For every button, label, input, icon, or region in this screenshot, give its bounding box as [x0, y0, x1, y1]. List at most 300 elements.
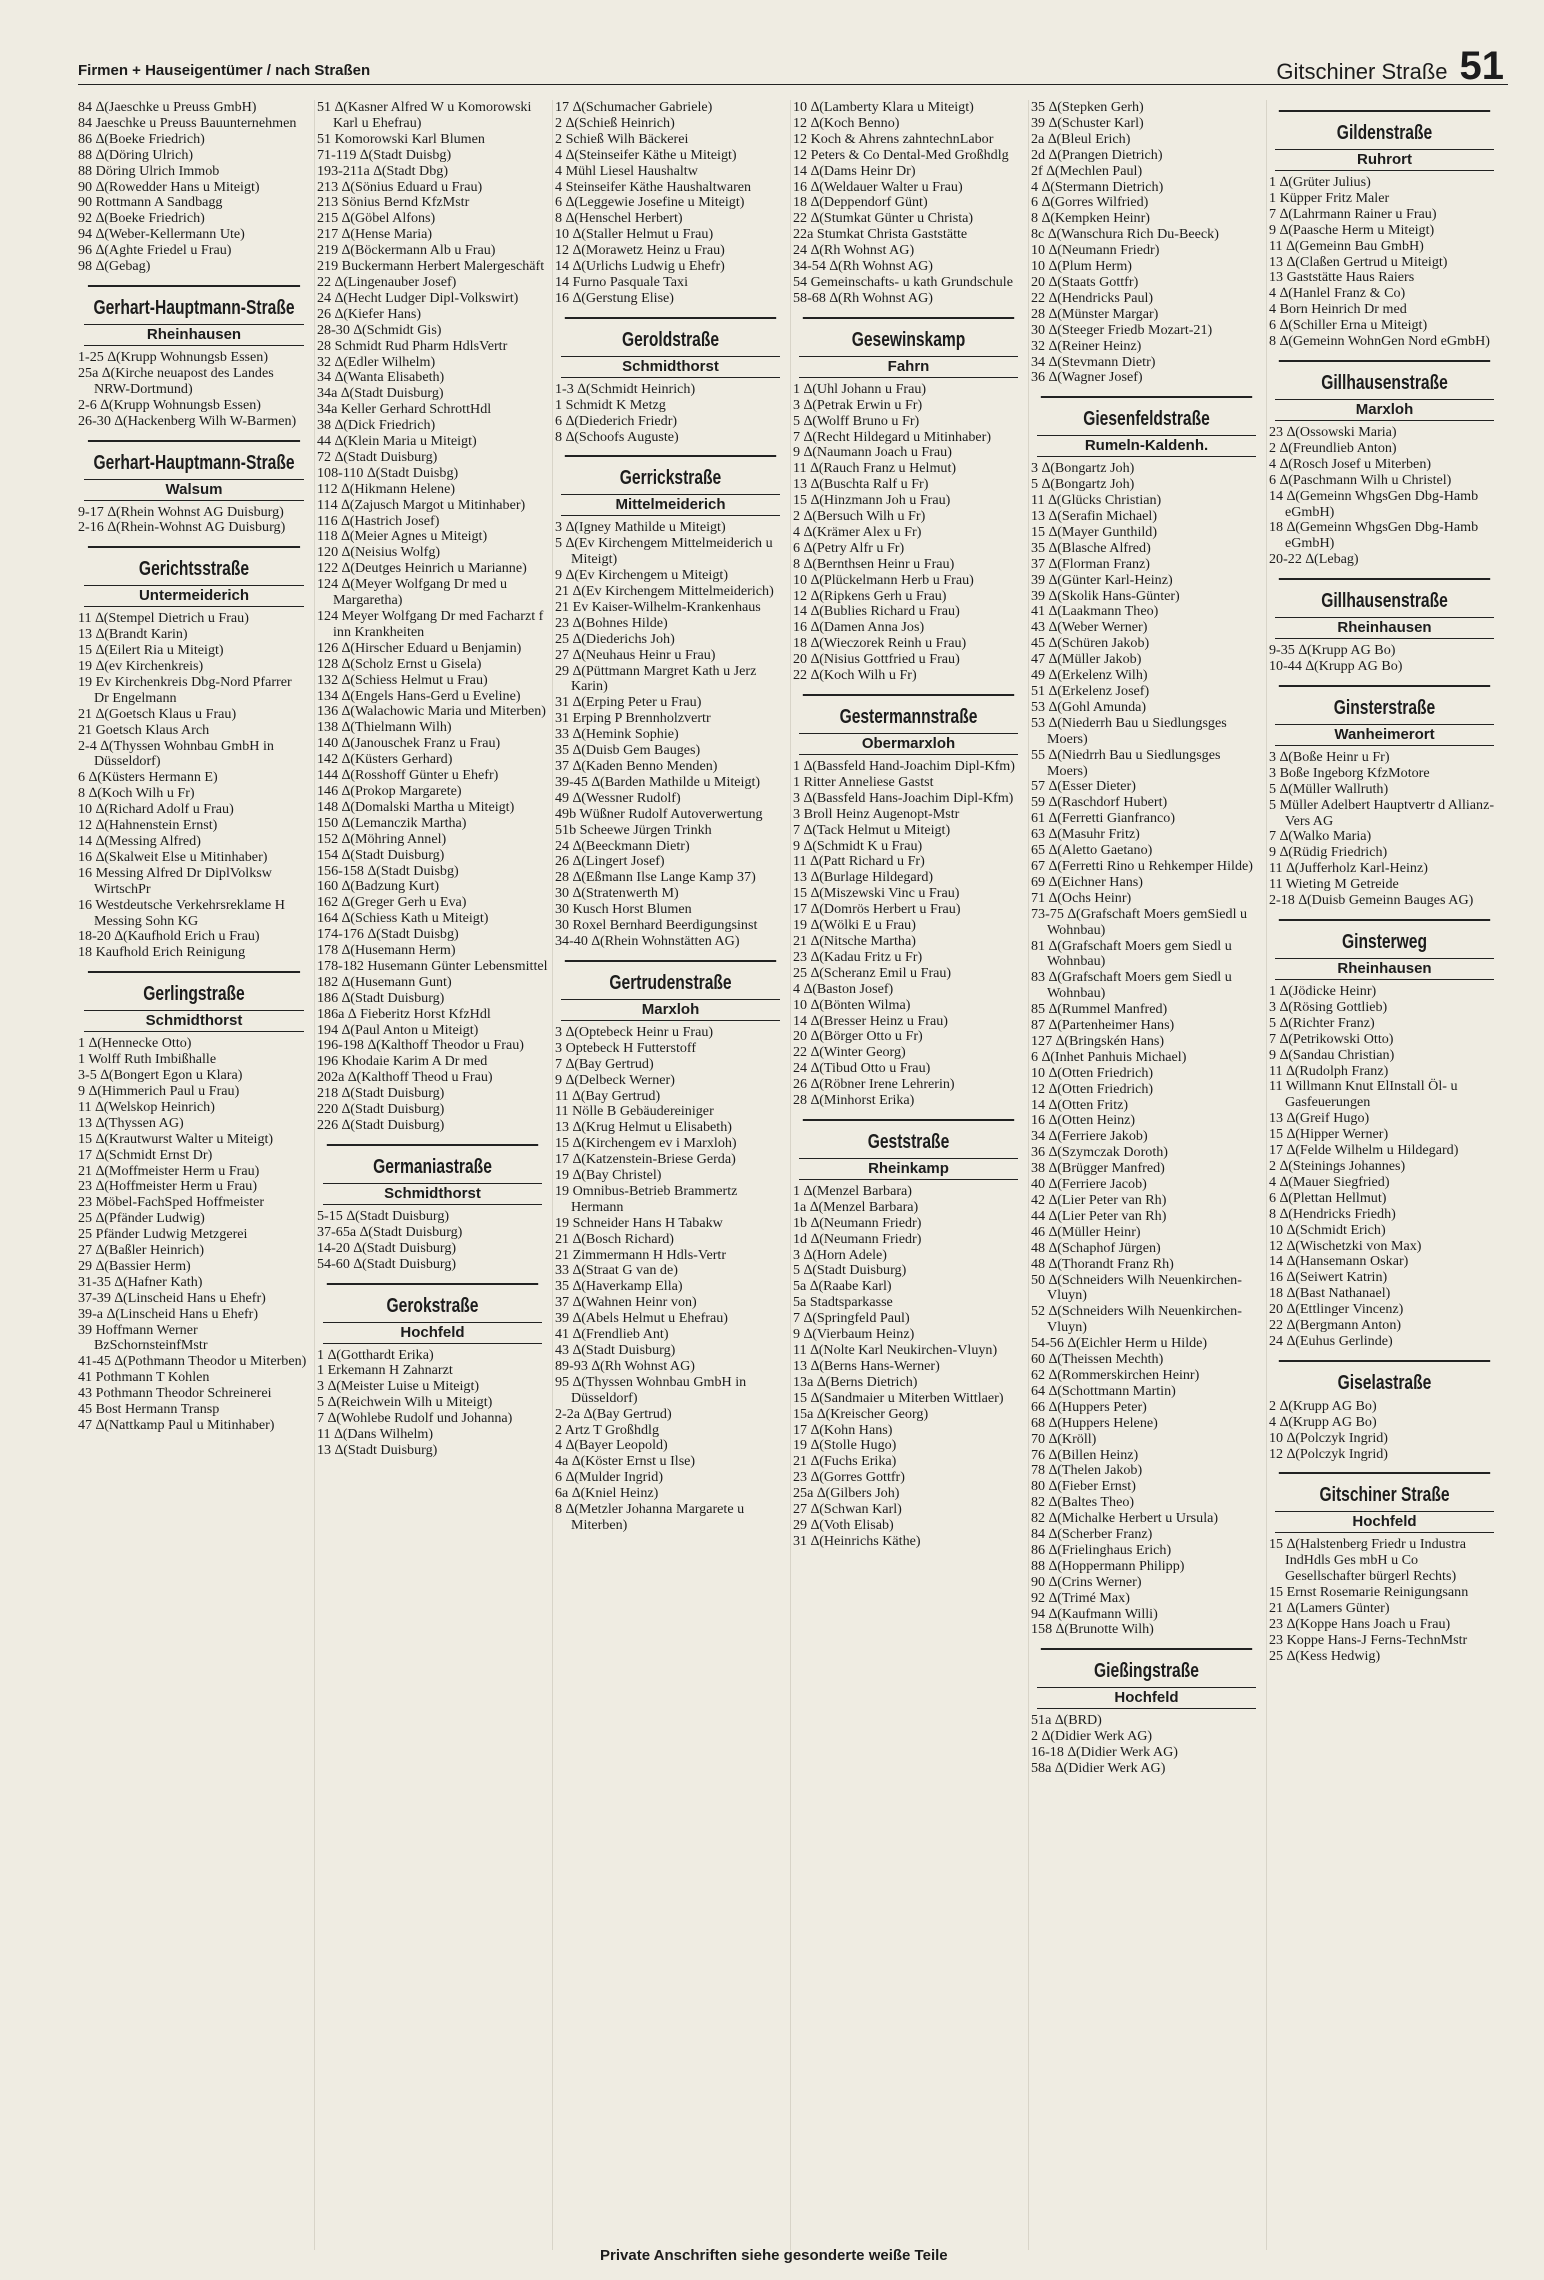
directory-entry: 41-45 ∆(Pothmann Theodor u Miterben)	[78, 1353, 307, 1370]
directory-entry: 36 ∆(Szymczak Doroth)	[1031, 1144, 1168, 1161]
directory-entry: 8 ∆(Kempken Heinr)	[1031, 210, 1150, 227]
directory-entry: 213 Sönius Bernd KfzMstr	[317, 194, 470, 211]
directory-entry: 9 ∆(Vierbaum Heinz)	[793, 1326, 915, 1343]
directory-entry: 219 ∆(Böckermann Alb u Frau)	[317, 242, 496, 259]
directory-entry: 13 ∆(Greif Hugo)	[1269, 1110, 1370, 1127]
directory-entry: 30 ∆(Steeger Friedb Mozart-21)	[1031, 321, 1213, 338]
directory-entry: 150 ∆(Lemanczik Martha)	[317, 814, 467, 831]
directory-entry: 29 ∆(Püttmann Margret Kath u Jerz Karin)	[555, 662, 757, 695]
directory-entry: 124 ∆(Meyer Wolfgang Dr med u Margaretha)	[317, 576, 508, 609]
directory-entry: 25 ∆(Scheranz Emil u Frau)	[793, 964, 952, 981]
directory-entry: 57 ∆(Esser Dieter)	[1031, 778, 1136, 795]
directory-entry: 220 ∆(Stadt Duisburg)	[317, 1101, 445, 1118]
directory-entry: 12 ∆(Ripkens Gerh u Frau)	[793, 587, 947, 604]
directory-entry: 21 ∆(Nitsche Martha)	[793, 932, 916, 949]
directory-entry: 21 Goetsch Klaus Arch	[78, 721, 210, 738]
directory-entry: 218 ∆(Stadt Duisburg)	[317, 1085, 445, 1102]
directory-entry: 1 ∆(Bassfeld Hand-Joachim Dipl-Kfm)	[793, 758, 1015, 774]
directory-entry: 34-40 ∆(Rhein Wohnstätten AG)	[555, 932, 740, 949]
directory-entry: 11 ∆(Patt Richard u Fr)	[793, 853, 925, 870]
directory-entry: 215 ∆(Göbel Alfons)	[317, 210, 436, 227]
directory-entry: 11 ∆(Rudolph Franz)	[1269, 1062, 1389, 1079]
street-heading: Gildenstraße	[1279, 110, 1490, 145]
directory-entry: 108-110 ∆(Stadt Duisbg)	[317, 464, 459, 481]
directory-entry: 11 ∆(Jufferholz Karl-Heinz)	[1269, 860, 1428, 877]
running-header-street: Gitschiner Straße	[1276, 59, 1448, 84]
directory-entry: 16 ∆(Seiwert Katrin)	[1269, 1269, 1388, 1286]
street-heading: Gerhart-Hauptmann-Straße	[88, 440, 300, 475]
directory-entry: 186 ∆(Stadt Duisburg)	[317, 989, 445, 1006]
directory-entry: 9-17 ∆(Rhein Wohnst AG Duisburg)	[78, 503, 284, 520]
directory-entry: 47 ∆(Nattkamp Paul u Mitinhaber)	[78, 1417, 275, 1433]
directory-entry: 43 Pothmann Theodor Schreinerei	[78, 1385, 272, 1402]
directory-entry: 152 ∆(Möhring Annel)	[317, 830, 447, 847]
directory-entry: 52 ∆(Schneiders Wilh Neuenkirchen-Vluyn)	[1031, 1303, 1242, 1336]
directory-entry: 84 ∆(Scherber Franz)	[1031, 1526, 1153, 1543]
directory-entry: 124 Meyer Wolfgang Dr med Facharzt f inn Krankheiten	[317, 608, 544, 640]
directory-entry: 23 ∆(Ossowski Maria)	[1269, 423, 1397, 440]
directory-entry: 4 ∆(Steinseifer Käthe u Miteigt)	[555, 146, 737, 163]
directory-entry: 94 ∆(Kaufmann Willi)	[1031, 1605, 1158, 1622]
directory-entry: 28-30 ∆(Schmidt Gis)	[317, 321, 442, 338]
directory-entry: 5 ∆(Bongartz Joh)	[1031, 476, 1135, 493]
directory-entry: 10 ∆(Schmidt Erich)	[1269, 1221, 1386, 1238]
directory-entry: 54-60 ∆(Stadt Duisburg)	[317, 1255, 457, 1272]
street-heading: Gerhart-Hauptmann-Straße	[88, 285, 300, 320]
directory-entry: 89-93 ∆(Rh Wohnst AG)	[555, 1357, 695, 1374]
directory-entry: 15 ∆(Krautwurst Walter u Miteigt)	[78, 1130, 274, 1147]
directory-entry: 10 ∆(Neumann Friedr)	[1031, 242, 1160, 259]
directory-entry: 22a Stumkat Christa Gaststätte	[793, 226, 968, 243]
directory-entry: 61 ∆(Ferretti Gianfranco)	[1031, 810, 1176, 827]
directory-entry: 219 Buckermann Herbert Malergeschäft	[317, 258, 545, 275]
directory-entry: 29 ∆(Bassier Herm)	[78, 1257, 191, 1274]
directory-entry: 1 ∆(Gotthardt Erika)	[317, 1346, 434, 1363]
street-heading: Gertrudenstraße	[565, 960, 776, 995]
directory-entry: 21 Zimmermann H Hdls-Vertr	[555, 1246, 727, 1263]
directory-entry: 1 Wolff Ruth Imbißhalle	[78, 1051, 217, 1068]
directory-entry: 42 ∆(Lier Peter van Rh)	[1031, 1192, 1167, 1208]
directory-entry: 7 ∆(Recht Hildegard u Mitinhaber)	[793, 428, 992, 445]
directory-entry: 3 ∆(Boße Heinr u Fr)	[1269, 748, 1390, 765]
directory-entry: 9 ∆(Ev Kirchengem u Miteigt)	[555, 567, 729, 584]
district-label: Rheinhausen	[1275, 958, 1494, 980]
directory-entry: 1d ∆(Neumann Friedr)	[793, 1230, 922, 1247]
directory-entry: 86 ∆(Frielinghaus Erich)	[1031, 1541, 1172, 1558]
directory-entry: 34 ∆(Stevmann Dietr)	[1031, 353, 1156, 370]
column-3	[552, 100, 790, 2250]
directory-entry: 16 ∆(Weldauer Walter u Frau)	[793, 178, 963, 195]
directory-entry: 132 ∆(Schiess Helmut u Frau)	[317, 671, 488, 688]
directory-entry: 4 ∆(Stermann Dietrich)	[1031, 178, 1164, 195]
directory-entry: 10 ∆(Otten Friedrich)	[1031, 1064, 1154, 1081]
directory-entry: 134 ∆(Engels Hans-Gerd u Eveline)	[317, 687, 521, 704]
directory-entry: 30 ∆(Stratenwerth M)	[555, 885, 679, 902]
directory-entry: 174-176 ∆(Stadt Duisbg)	[317, 926, 459, 943]
district-label: Rheinhausen	[1275, 617, 1494, 639]
directory-entry: 15 ∆(Miszewski Vinc u Frau)	[793, 885, 960, 902]
directory-entry: 73-75 ∆(Grafschaft Moers gemSiedl u Wohnbau)	[1031, 905, 1248, 938]
directory-entry: 3-5 ∆(Bongert Egon u Klara)	[78, 1067, 243, 1084]
district-label: Schmidthorst	[84, 1010, 304, 1032]
street-heading: Gerichtsstraße	[88, 546, 300, 581]
directory-entry: 196-198 ∆(Kalthoff Theodor u Frau)	[317, 1037, 524, 1054]
directory-entry: 202a ∆(Kalthoff Theod u Frau)	[317, 1069, 493, 1086]
directory-entry: 31-35 ∆(Hafner Kath)	[78, 1273, 203, 1290]
directory-entry: 14 ∆(Bublies Richard u Frau)	[793, 603, 960, 620]
directory-entry: 154 ∆(Stadt Duisburg)	[317, 846, 445, 863]
directory-entry: 8 ∆(Bernthsen Heinr u Frau)	[793, 555, 955, 572]
directory-entry: 146 ∆(Prokop Margarete)	[317, 782, 462, 799]
directory-entry: 66 ∆(Huppers Peter)	[1031, 1398, 1147, 1415]
directory-entry: 13 ∆(Burlage Hildegard)	[793, 869, 934, 886]
directory-entry: 26 ∆(Kiefer Hans)	[317, 305, 422, 322]
directory-entry: 4 ∆(Mauer Siegfried)	[1269, 1173, 1390, 1190]
directory-entry: 39 Hoffmann Werner BzSchornsteinfMstr	[78, 1321, 208, 1354]
street-heading: Germaniastraße	[327, 1144, 538, 1179]
directory-entry: 18-20 ∆(Kaufhold Erich u Frau)	[78, 928, 260, 945]
directory-entry: 38 ∆(Brügger Manfred)	[1031, 1160, 1165, 1177]
directory-entry: 40 ∆(Ferriere Jacob)	[1031, 1176, 1147, 1193]
directory-columns	[76, 100, 1508, 2250]
directory-entry: 22 ∆(Bergmann Anton)	[1269, 1317, 1402, 1334]
directory-entry: 24 ∆(Rh Wohnst AG)	[793, 242, 915, 259]
directory-entry: 44 ∆(Lier Peter van Rh)	[1031, 1207, 1167, 1224]
directory-entry: 16-18 ∆(Didier Werk AG)	[1031, 1744, 1178, 1761]
directory-entry: 15 ∆(Mayer Gunthild)	[1031, 523, 1158, 540]
directory-entry: 27 ∆(Schwan Karl)	[793, 1501, 902, 1518]
directory-entry: 11 ∆(Bay Gertrud)	[555, 1087, 661, 1104]
directory-entry: 1 Schmidt K Metzg	[555, 396, 666, 413]
directory-entry: 17 ∆(Katzenstein-Briese Gerda)	[555, 1151, 736, 1168]
directory-entry: 12 ∆(Otten Friedrich)	[1031, 1080, 1154, 1097]
directory-entry: 37 ∆(Kaden Benno Menden)	[555, 758, 718, 774]
directory-entry: 37 ∆(Florman Franz)	[1031, 555, 1150, 572]
district-label: Mittelmeiderich	[561, 494, 780, 516]
directory-entry: 4 ∆(Krämer Alex u Fr)	[793, 523, 922, 540]
district-label: Rheinkamp	[799, 1158, 1018, 1180]
directory-entry: 1 ∆(Grüter Julius)	[1269, 174, 1371, 190]
district-label: Marxloh	[561, 999, 780, 1021]
directory-entry: 1b ∆(Neumann Friedr)	[793, 1214, 922, 1231]
directory-entry: 140 ∆(Janouschek Franz u Frau)	[317, 735, 501, 752]
directory-entry: 17 ∆(Schmidt Ernst Dr)	[78, 1146, 213, 1163]
directory-entry: 7 ∆(Petrikowski Otto)	[1269, 1030, 1394, 1047]
directory-entry: 34a Keller Gerhard SchrottHdl	[317, 401, 492, 418]
directory-entry: 9 ∆(Himmerich Paul u Frau)	[78, 1082, 240, 1099]
directory-entry: 2 ∆(Didier Werk AG)	[1031, 1728, 1153, 1745]
directory-entry: 23 ∆(Kadau Fritz u Fr)	[793, 948, 923, 965]
directory-entry: 28 ∆(Eßmann Ilse Lange Kamp 37)	[555, 869, 756, 886]
directory-entry: 12 ∆(Koch Benno)	[793, 114, 900, 131]
directory-entry: 1 ∆(Uhl Johann u Frau)	[793, 380, 927, 397]
street-heading: Gerokstraße	[327, 1283, 538, 1318]
directory-entry: 84 ∆(Jaeschke u Preuss GmbH)	[78, 100, 257, 115]
street-heading: Gillhausenstraße	[1279, 360, 1490, 395]
directory-entry: 3 ∆(Bongartz Joh)	[1031, 460, 1135, 477]
directory-entry: 9 ∆(Paasche Herm u Miteigt)	[1269, 221, 1435, 238]
directory-entry: 11 ∆(Stempel Dietrich u Frau)	[78, 610, 249, 627]
directory-entry: 178 ∆(Husemann Herm)	[317, 942, 456, 959]
directory-entry: 6 ∆(Inhet Panhuis Michael)	[1031, 1048, 1187, 1065]
directory-entry: 51 ∆(Erkelenz Josef)	[1031, 683, 1150, 699]
directory-entry: 6 ∆(Leggewie Josefine u Miteigt)	[555, 194, 745, 211]
column-5	[1028, 100, 1266, 2250]
district-label: Walsum	[84, 479, 304, 501]
directory-entry: 11 ∆(Gemeinn Bau GmbH)	[1269, 237, 1424, 254]
directory-entry: 49 ∆(Wessner Rudolf)	[555, 789, 681, 806]
directory-entry: 41 ∆(Frendlieb Ant)	[555, 1326, 669, 1343]
directory-entry: 27 ∆(Baßler Heinrich)	[78, 1242, 205, 1259]
directory-entry: 64 ∆(Schottmann Martin)	[1031, 1382, 1176, 1399]
directory-entry: 39 ∆(Skolik Hans-Günter)	[1031, 587, 1180, 604]
directory-entry: 27 ∆(Neuhaus Heinr u Frau)	[555, 646, 716, 663]
directory-entry: 90 ∆(Crins Werner)	[1031, 1573, 1142, 1590]
directory-entry: 112 ∆(Hikmann Helene)	[317, 480, 456, 497]
directory-entry: 4 ∆(Baston Josef)	[793, 980, 894, 997]
directory-entry: 2 ∆(Freundlieb Anton)	[1269, 439, 1397, 456]
directory-entry: 88 Döring Ulrich Immob	[78, 162, 220, 179]
directory-entry: 94 ∆(Weber-Kellermann Ute)	[78, 226, 245, 243]
directory-entry: 160 ∆(Badzung Kurt)	[317, 878, 440, 895]
directory-entry: 88 ∆(Döring Ulrich)	[78, 146, 194, 163]
directory-entry: 13 ∆(Thyssen AG)	[78, 1114, 184, 1131]
directory-entry: 76 ∆(Billen Heinz)	[1031, 1446, 1139, 1463]
directory-entry: 10 ∆(Staller Helmut u Frau)	[555, 226, 714, 243]
directory-entry: 24 ∆(Tibud Otto u Frau)	[793, 1060, 931, 1077]
directory-entry: 39 ∆(Schuster Karl)	[1031, 114, 1144, 131]
street-heading: Gerlingstraße	[88, 971, 300, 1006]
directory-entry: 12 ∆(Wischetzki von Max)	[1269, 1237, 1422, 1254]
directory-entry: 32 ∆(Edler Wilhelm)	[317, 353, 436, 370]
directory-entry: 19 ∆(Stolle Hugo)	[793, 1437, 897, 1454]
directory-entry: 194 ∆(Paul Anton u Miteigt)	[317, 1021, 479, 1038]
directory-entry: 26 ∆(Lingert Josef)	[555, 853, 665, 870]
directory-entry: 49 ∆(Erkelenz Wilh)	[1031, 667, 1148, 684]
directory-entry: 14 ∆(Hansemann Oskar)	[1269, 1253, 1409, 1270]
directory-entry: 1-3 ∆(Schmidt Heinrich)	[555, 380, 696, 397]
directory-entry: 17 ∆(Felde Wilhelm u Hildegard)	[1269, 1142, 1459, 1159]
directory-entry: 25 ∆(Diederichs Joh)	[555, 630, 675, 647]
directory-entry: 33 ∆(Hemink Sophie)	[555, 726, 679, 743]
directory-entry: 7 ∆(Lahrmann Rainer u Frau)	[1269, 205, 1437, 222]
directory-entry: 51b Scheewe Jürgen Trinkh	[555, 821, 712, 838]
directory-entry: 22 ∆(Hendricks Paul)	[1031, 289, 1154, 306]
header-rule	[78, 84, 1508, 85]
directory-entry: 7 ∆(Springfeld Paul)	[793, 1310, 910, 1327]
directory-entry: 7 ∆(Tack Helmut u Miteigt)	[793, 821, 951, 838]
directory-entry: 1 Küpper Fritz Maler	[1269, 189, 1390, 206]
directory-entry: 11 Willmann Knut ElInstall Öl- u Gasfeuerungen	[1269, 1078, 1458, 1111]
directory-entry: 25 ∆(Pfänder Ludwig)	[78, 1210, 205, 1227]
directory-entry: 217 ∆(Hense Maria)	[317, 226, 433, 243]
directory-entry: 164 ∆(Schiess Kath u Miteigt)	[317, 910, 489, 927]
directory-entry: 53 ∆(Gohl Amunda)	[1031, 698, 1147, 715]
directory-entry: 92 ∆(Trimé Max)	[1031, 1589, 1130, 1606]
directory-entry: 22 ∆(Stumkat Günter u Christa)	[793, 210, 974, 227]
directory-entry: 92 ∆(Boeke Friedrich)	[78, 210, 205, 227]
directory-entry: 41 Pothmann T Kohlen	[78, 1369, 210, 1386]
directory-entry: 51 Komorowski Karl Blumen	[317, 130, 485, 147]
directory-entry: 1 ∆(Menzel Barbara)	[793, 1182, 912, 1199]
directory-entry: 148 ∆(Domalski Martha u Miteigt)	[317, 798, 515, 815]
directory-entry: 53 ∆(Niederrh Bau u Siedlungsges Moers)	[1031, 714, 1227, 747]
directory-entry: 54-56 ∆(Eichler Herm u Hilde)	[1031, 1335, 1208, 1352]
directory-entry: 11 ∆(Rauch Franz u Helmut)	[793, 460, 957, 477]
directory-entry: 51a ∆(BRD)	[1031, 1712, 1102, 1729]
directory-entry: 19 Omnibus-Betrieb Brammertz Hermann	[555, 1182, 738, 1215]
directory-entry: 19 ∆(Wölki E u Frau)	[793, 917, 916, 934]
directory-entry: 8 ∆(Hendricks Friedh)	[1269, 1205, 1396, 1222]
directory-entry: 12 ∆(Polczyk Ingrid)	[1269, 1445, 1388, 1462]
directory-entry: 21 ∆(Ev Kirchengem Mittelmeiderich)	[555, 583, 774, 600]
directory-entry: 14 ∆(Bresser Heinz u Frau)	[793, 1012, 948, 1029]
directory-entry: 5 Müller Adelbert Hauptvertr d Allianz-Vers AG	[1269, 796, 1495, 829]
directory-entry: 5-15 ∆(Stadt Duisburg)	[317, 1207, 450, 1224]
directory-entry: 65 ∆(Aletto Gaetano)	[1031, 842, 1153, 859]
directory-entry: 35 ∆(Blasche Alfred)	[1031, 539, 1151, 556]
directory-entry: 6 ∆(Gorres Wilfried)	[1031, 194, 1149, 211]
directory-entry: 78 ∆(Thelen Jakob)	[1031, 1462, 1143, 1479]
directory-entry: 13a ∆(Berns Dietrich)	[793, 1373, 918, 1390]
directory-entry: 213 ∆(Sönius Eduard u Frau)	[317, 178, 483, 195]
directory-entry: 1-25 ∆(Krupp Wohnungsb Essen)	[78, 348, 269, 365]
directory-entry: 71-119 ∆(Stadt Duisbg)	[317, 146, 452, 163]
column-2	[314, 100, 552, 2250]
directory-entry: 8 ∆(Schoofs Auguste)	[555, 428, 679, 445]
street-heading: Gerrickstraße	[565, 455, 776, 490]
directory-entry: 58a ∆(Didier Werk AG)	[1031, 1760, 1166, 1777]
directory-entry: 30 Roxel Bernhard Beerdigungsinst	[555, 917, 758, 934]
directory-entry: 48 ∆(Thorandt Franz Rh)	[1031, 1255, 1174, 1272]
directory-entry: 38 ∆(Dick Friedrich)	[317, 417, 436, 434]
directory-entry: 15 ∆(Hinzmann Joh u Frau)	[793, 492, 951, 509]
directory-entry: 126 ∆(Hirscher Eduard u Benjamin)	[317, 639, 522, 656]
directory-entry: 2-16 ∆(Rhein-Wohnst AG Duisburg)	[78, 519, 286, 536]
directory-entry: 18 ∆(Wieczorek Reinh u Frau)	[793, 635, 967, 652]
directory-entry: 6 ∆(Petry Alfr u Fr)	[793, 539, 905, 556]
directory-entry: 7 ∆(Bay Gertrud)	[555, 1055, 654, 1072]
street-heading: Giselastraße	[1279, 1360, 1490, 1395]
directory-entry: 34 ∆(Ferriere Jakob)	[1031, 1128, 1148, 1145]
directory-entry: 3 ∆(Bassfeld Hans-Joachim Dipl-Kfm)	[793, 789, 1014, 806]
directory-entry: 16 Messing Alfred Dr DiplVolksw WirtschPr	[78, 864, 272, 897]
district-label: Wanheimerort	[1275, 724, 1494, 746]
directory-entry: 19 ∆(Bay Christel)	[555, 1167, 662, 1184]
directory-entry: 6 ∆(Paschmann Wilh u Christel)	[1269, 471, 1452, 488]
directory-entry: 83 ∆(Grafschaft Moers gem Siedl u Wohnbau)	[1031, 969, 1232, 1002]
directory-entry: 120 ∆(Neisius Wolfg)	[317, 544, 441, 561]
directory-entry: 193-211a ∆(Stadt Dbg)	[317, 162, 449, 179]
district-label: Fahrn	[799, 356, 1018, 378]
directory-entry: 23 ∆(Koppe Hans Joach u Frau)	[1269, 1616, 1451, 1632]
directory-entry: 2 ∆(Bersuch Wilh u Fr)	[793, 508, 926, 525]
directory-entry: 15 ∆(Halstenberg Friedr u Industra IndHdls Ges mbH u Co Gesellschafter bürgerl Rechts)	[1269, 1536, 1467, 1585]
directory-entry: 33 ∆(Straat G van de)	[555, 1262, 678, 1279]
directory-entry: 10-44 ∆(Krupp AG Bo)	[1269, 658, 1403, 675]
directory-entry: 14 Furno Pasquale Taxi	[555, 273, 689, 290]
directory-entry: 16 ∆(Otten Heinz)	[1031, 1112, 1136, 1129]
directory-entry: 118 ∆(Meier Agnes u Miteigt)	[317, 528, 488, 545]
directory-entry: 11 ∆(Dans Wilhelm)	[317, 1426, 434, 1443]
directory-entry: 24 ∆(Beeckmann Dietr)	[555, 837, 690, 854]
directory-entry: 39-a ∆(Linscheid Hans u Ehefr)	[78, 1305, 259, 1322]
directory-entry: 18 ∆(Bast Nathanael)	[1269, 1285, 1391, 1302]
directory-entry: 6 ∆(Schiller Erna u Miteigt)	[1269, 317, 1428, 334]
directory-entry: 156-158 ∆(Stadt Duisbg)	[317, 862, 459, 879]
directory-entry: 31 Erping P Brennholzvertr	[555, 710, 711, 727]
directory-entry: 2 Schieß Wilh Bäckerei	[555, 130, 689, 147]
directory-entry: 5 ∆(Ev Kirchengem Mittelmeiderich u Miteigt)	[555, 535, 773, 568]
directory-entry: 3 Optebeck H Futterstoff	[555, 1039, 697, 1056]
directory-entry: 31 ∆(Erping Peter u Frau)	[555, 694, 702, 711]
directory-entry: 20-22 ∆(Lebag)	[1269, 551, 1359, 568]
district-label: Schmidthorst	[561, 356, 780, 378]
directory-entry: 2-2a ∆(Bay Gertrud)	[555, 1405, 672, 1422]
directory-entry: 21 ∆(Goetsch Klaus u Frau)	[78, 705, 237, 722]
directory-entry: 13 ∆(Buschta Ralf u Fr)	[793, 476, 929, 493]
directory-entry: 127 ∆(Bringskén Hans)	[1031, 1032, 1165, 1049]
directory-entry: 2-6 ∆(Krupp Wohnungsb Essen)	[78, 396, 261, 413]
directory-entry: 39 ∆(Günter Karl-Heinz)	[1031, 571, 1173, 588]
directory-entry: 23 Möbel-FachSped Hoffmeister	[78, 1194, 265, 1211]
directory-entry: 59 ∆(Raschdorf Hubert)	[1031, 794, 1168, 811]
directory-entry: 26-30 ∆(Hackenberg Wilh W-Barmen)	[78, 412, 297, 429]
directory-entry: 4 Born Heinrich Dr med	[1269, 301, 1407, 318]
directory-entry: 37-39 ∆(Linscheid Hans u Ehefr)	[78, 1289, 266, 1306]
directory-entry: 3 Broll Heinz Augenopt-Mstr	[793, 805, 960, 822]
directory-entry: 12 ∆(Hahnenstein Ernst)	[78, 817, 218, 834]
directory-entry: 13 Gaststätte Haus Raiers	[1269, 269, 1415, 286]
district-label: Hochfeld	[1037, 1687, 1256, 1709]
directory-entry: 34-54 ∆(Rh Wohnst AG)	[793, 258, 933, 275]
street-heading: Geroldstraße	[565, 317, 776, 352]
street-heading: Gesewinskamp	[803, 317, 1014, 352]
directory-entry: 5 ∆(Richter Franz)	[1269, 1014, 1375, 1031]
directory-entry: 58-68 ∆(Rh Wohnst AG)	[793, 289, 933, 306]
directory-entry: 2 ∆(Krupp AG Bo)	[1269, 1397, 1377, 1414]
directory-entry: 18 Kaufhold Erich Reinigung	[78, 944, 246, 961]
directory-entry: 13 ∆(Brandt Karin)	[78, 626, 188, 643]
directory-entry: 22 ∆(Koch Wilh u Fr)	[793, 667, 917, 684]
directory-entry: 95 ∆(Thyssen Wohnbau GmbH in Düsseldorf)	[555, 1373, 747, 1406]
directory-entry: 4 ∆(Hanlel Franz & Co)	[1269, 285, 1406, 302]
directory-entry: 25a ∆(Kirche neuapost des Landes NRW-Dortmund)	[78, 364, 274, 397]
directory-entry: 60 ∆(Theissen Mechth)	[1031, 1351, 1164, 1368]
directory-entry: 20 ∆(Ettlinger Vincenz)	[1269, 1301, 1404, 1318]
directory-entry: 34 ∆(Wanta Elisabeth)	[317, 369, 445, 386]
directory-entry: 9 ∆(Naumann Joach u Frau)	[793, 444, 952, 461]
directory-entry: 1 Erkemann H Zahnarzt	[317, 1362, 453, 1379]
directory-entry: 20 ∆(Staats Gottfr)	[1031, 273, 1139, 290]
directory-entry: 3 ∆(Petrak Erwin u Fr)	[793, 396, 923, 413]
directory-entry: 81 ∆(Grafschaft Moers gem Siedl u Wohnbau)	[1031, 937, 1232, 970]
directory-entry: 122 ∆(Deutges Heinrich u Marianne)	[317, 560, 527, 577]
directory-entry: 114 ∆(Zajusch Margot u Mitinhaber)	[317, 496, 526, 513]
directory-entry: 25 ∆(Kess Hedwig)	[1269, 1647, 1381, 1664]
directory-entry: 11 Wieting M Getreide	[1269, 876, 1399, 893]
directory-entry: 13 ∆(Serafin Michael)	[1031, 508, 1158, 525]
directory-entry: 87 ∆(Partenheimer Hans)	[1031, 1017, 1175, 1034]
directory-entry: 4 ∆(Krupp AG Bo)	[1269, 1413, 1377, 1430]
directory-entry: 37-65a ∆(Stadt Duisburg)	[317, 1223, 463, 1240]
district-label: Schmidthorst	[323, 1183, 542, 1205]
directory-entry: 4 Mühl Liesel Haushaltw	[555, 162, 698, 179]
directory-entry: 19 Ev Kirchenkreis Dbg-Nord Pfarrer Dr Engelmann	[78, 673, 292, 706]
directory-entry: 68 ∆(Huppers Helene)	[1031, 1414, 1158, 1431]
directory-entry: 162 ∆(Greger Gerh u Eva)	[317, 894, 467, 911]
directory-entry: 32 ∆(Reiner Heinz)	[1031, 337, 1142, 354]
